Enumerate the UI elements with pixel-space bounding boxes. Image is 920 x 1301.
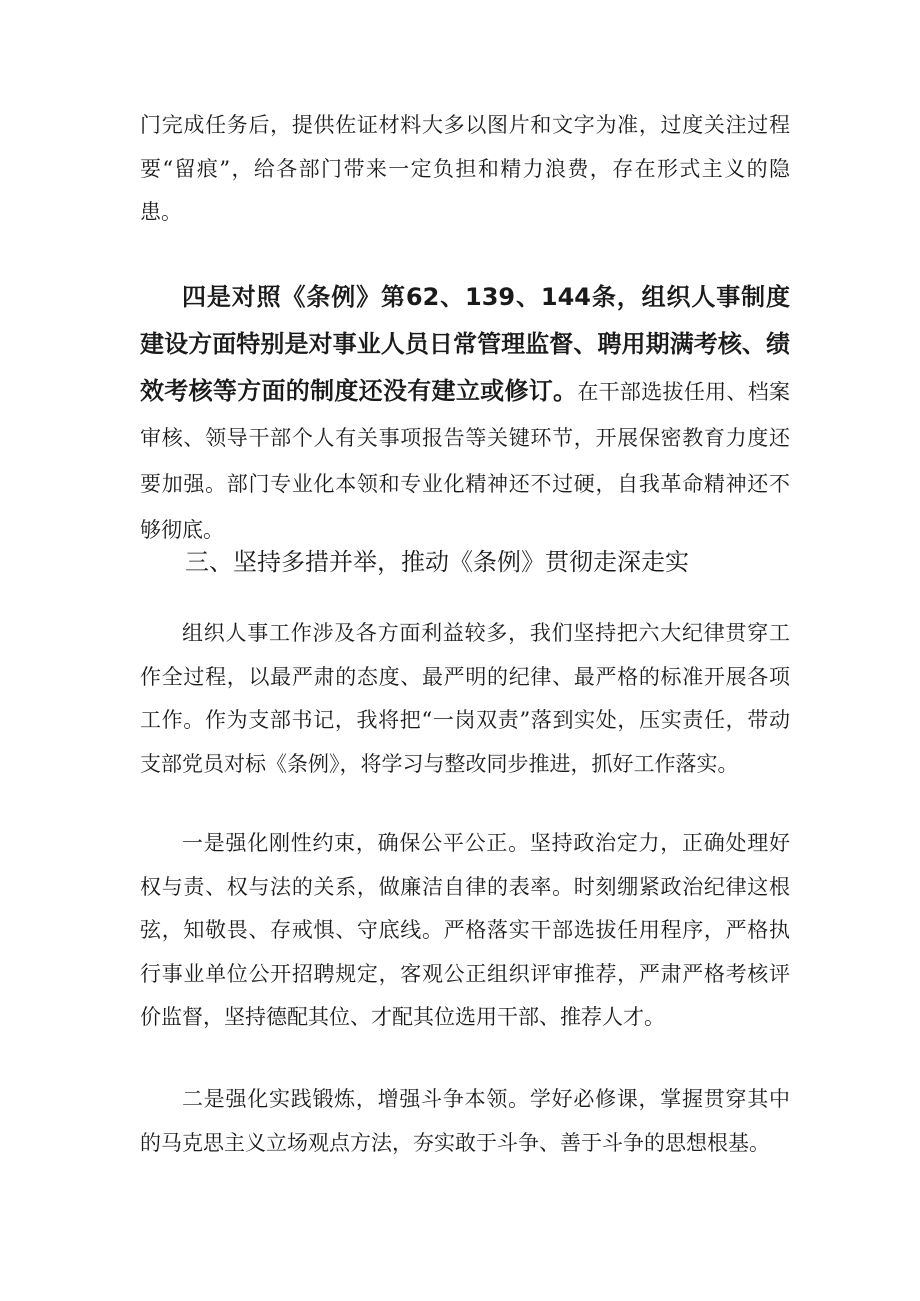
point-four-body: 在干部选拔任用、档案审核、领导干部个人有关事项报告等关键环节，开展保密教育力度还要加强。部门专业化本领和专业化精神还不过硬，自我革命精神还不够彻底。 [140, 380, 791, 542]
paragraph-measure-one: 一是强化刚性约束，确保公平公正。坚持政治定力，正确处理好权与责、权与法的关系，做廉洁自律的表率。时刻绷紧政治纪律这根弦，知敬畏、存戒惧、守底线。严格落实干部选拔任用程序，严格执行事业单位公开招聘规定，客观公正组织评审推荐，严肃严格考核评价监督，坚持德配其位、才配其位选用干部、推荐人才。 [140, 831, 790, 1029]
paragraph-measure-two: 二是强化实践锻炼，增强斗争本领。学好必修课，掌握贯穿其中的马克思主义立场观点方法，夯实敢于斗争、善于斗争的思想根基。 [140, 1087, 790, 1155]
point-four-lead: 四是对照《条例》第62、139、144条，组织人事制度建设方面特别是对事业人员日常管理监督、聘用期满考核、绩效考核等方面的制度还没有建立或修订。 [140, 283, 790, 405]
paragraph-continuation: 门完成任务后，提供佐证材料大多以图片和文字为准，过度关注过程要“留痕”，给各部门带来一定负担和精力浪费，存在形式主义的隐患。 [140, 113, 790, 224]
paragraph-section-three-intro: 组织人事工作涉及各方面利益较多，我们坚持把六大纪律贯穿工作全过程，以最严肃的态度、最严明的纪律、最严格的标准开展各项工作。作为支部书记，我将把“一岗双责”落到实处，压实责任，带动支部党员对标《条例》，将学习与整改同步推进，抓好工作落实。 [140, 621, 790, 776]
paragraph-point-four [140, 274, 790, 553]
section-three-heading: 三、坚持多措并举，推动《条例》贯彻走深走实 [185, 548, 689, 576]
